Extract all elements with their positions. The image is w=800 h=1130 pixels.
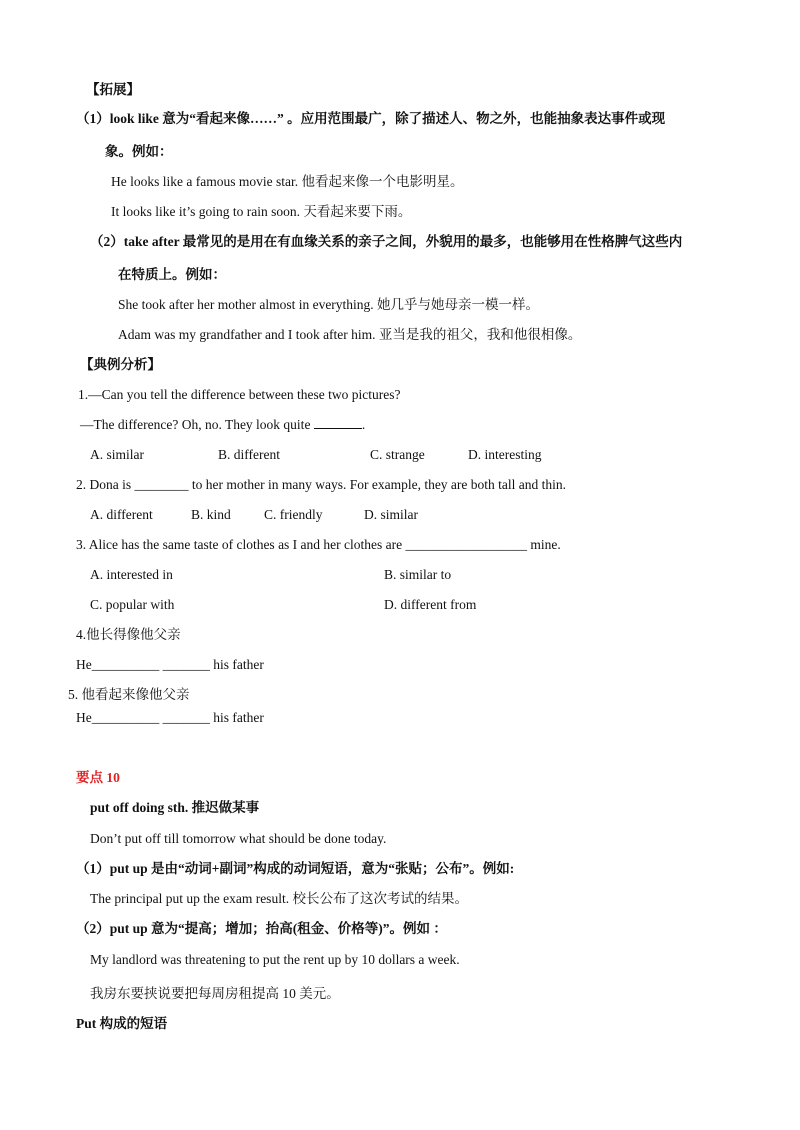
question-3: 3. Alice has the same taste of clothes as I and her clothes are __________________ mine.: [76, 537, 561, 552]
q1-option-a: A. similar: [90, 447, 144, 462]
q3-option-c: C. popular with: [90, 597, 175, 612]
put-up-meaning-2: （2）put up 意为“提高；增加；抬高(租金、价格等)”。例如 ：: [76, 921, 447, 936]
take-after-line2: 在特质上。例如：: [118, 267, 226, 282]
expansion-header: 【拓展】: [86, 82, 140, 97]
q1-option-c: C. strange: [370, 447, 425, 462]
q1-option-b: B. different: [218, 447, 280, 462]
q2-option-c: C. friendly: [264, 507, 323, 522]
q2-option-b: B. kind: [191, 507, 231, 522]
q3-option-b: B. similar to: [384, 567, 452, 582]
look-like-line2: 象。例如：: [105, 144, 173, 159]
look-like-example-1: He looks like a famous movie star. 他看起来像一个电影明星。: [111, 174, 464, 189]
q1-option-d: D. interesting: [468, 447, 542, 462]
q3-option-d: D. different from: [384, 597, 477, 612]
put-up-example-1: The principal put up the exam result. 校长公布了这次考试的结果。: [90, 891, 468, 906]
put-up-example-2-en: My landlord was threatening to put the rent up by 10 dollars a week.: [90, 952, 460, 967]
take-after-example-1: She took after her mother almost in everything. 她几乎与她母亲一模一样。: [118, 297, 540, 312]
question-1-line2: [80, 416, 365, 434]
question-1-suffix: .: [361, 417, 366, 432]
question-4-prompt: 4.他长得像他父亲: [76, 627, 181, 642]
question-4-answer-line: He__________ _______ his father: [76, 657, 264, 672]
answer-blank: [314, 416, 362, 429]
examples-header: 【典例分析】: [80, 357, 161, 372]
put-up-example-2-zh: 我房东要挟说要把每周房租提高 10 美元。: [90, 986, 340, 1001]
put-phrases-heading: Put 构成的短语: [76, 1016, 168, 1031]
point-10-title: 要点 10: [76, 770, 120, 785]
look-like-line1: （1）look like 意为“看起来像……” 。应用范围最广，除了描述人、物之外，也能抽象表达事件或现: [76, 111, 666, 126]
question-5-answer-line: He__________ _______ his father: [76, 710, 264, 725]
question-2: 2. Dona is ________ to her mother in many ways. For example, they are both tall and thin.: [76, 477, 567, 492]
put-up-meaning-1: （1）put up 是由“动词+副词”构成的动词短语，意为“张贴；公布”。例如:: [76, 861, 515, 876]
question-1-line1: 1.—Can you tell the difference between these two pictures?: [78, 387, 401, 402]
take-after-example-2: Adam was my grandfather and I took after him. 亚当是我的祖父，我和他很相像。: [118, 327, 582, 342]
q3-option-a: A. interested in: [90, 567, 173, 582]
q2-option-a: A. different: [90, 507, 153, 522]
look-like-example-2: It looks like it’s going to rain soon. 天看起来要下雨。: [111, 204, 412, 219]
put-off-phrase: put off doing sth. 推迟做某事: [90, 800, 260, 815]
q2-option-d: D. similar: [364, 507, 418, 522]
question-5-prompt: 5. 他看起来像他父亲: [68, 687, 190, 702]
question-1-prefix: —The difference? Oh, no. They look quite: [80, 417, 314, 432]
take-after-line1: （2）take after 最常见的是用在有血缘关系的亲子之间，外貌用的最多，也能够用在性格脾气这些内: [90, 234, 683, 249]
put-off-example: Don’t put off till tomorrow what should be done today.: [90, 831, 387, 846]
